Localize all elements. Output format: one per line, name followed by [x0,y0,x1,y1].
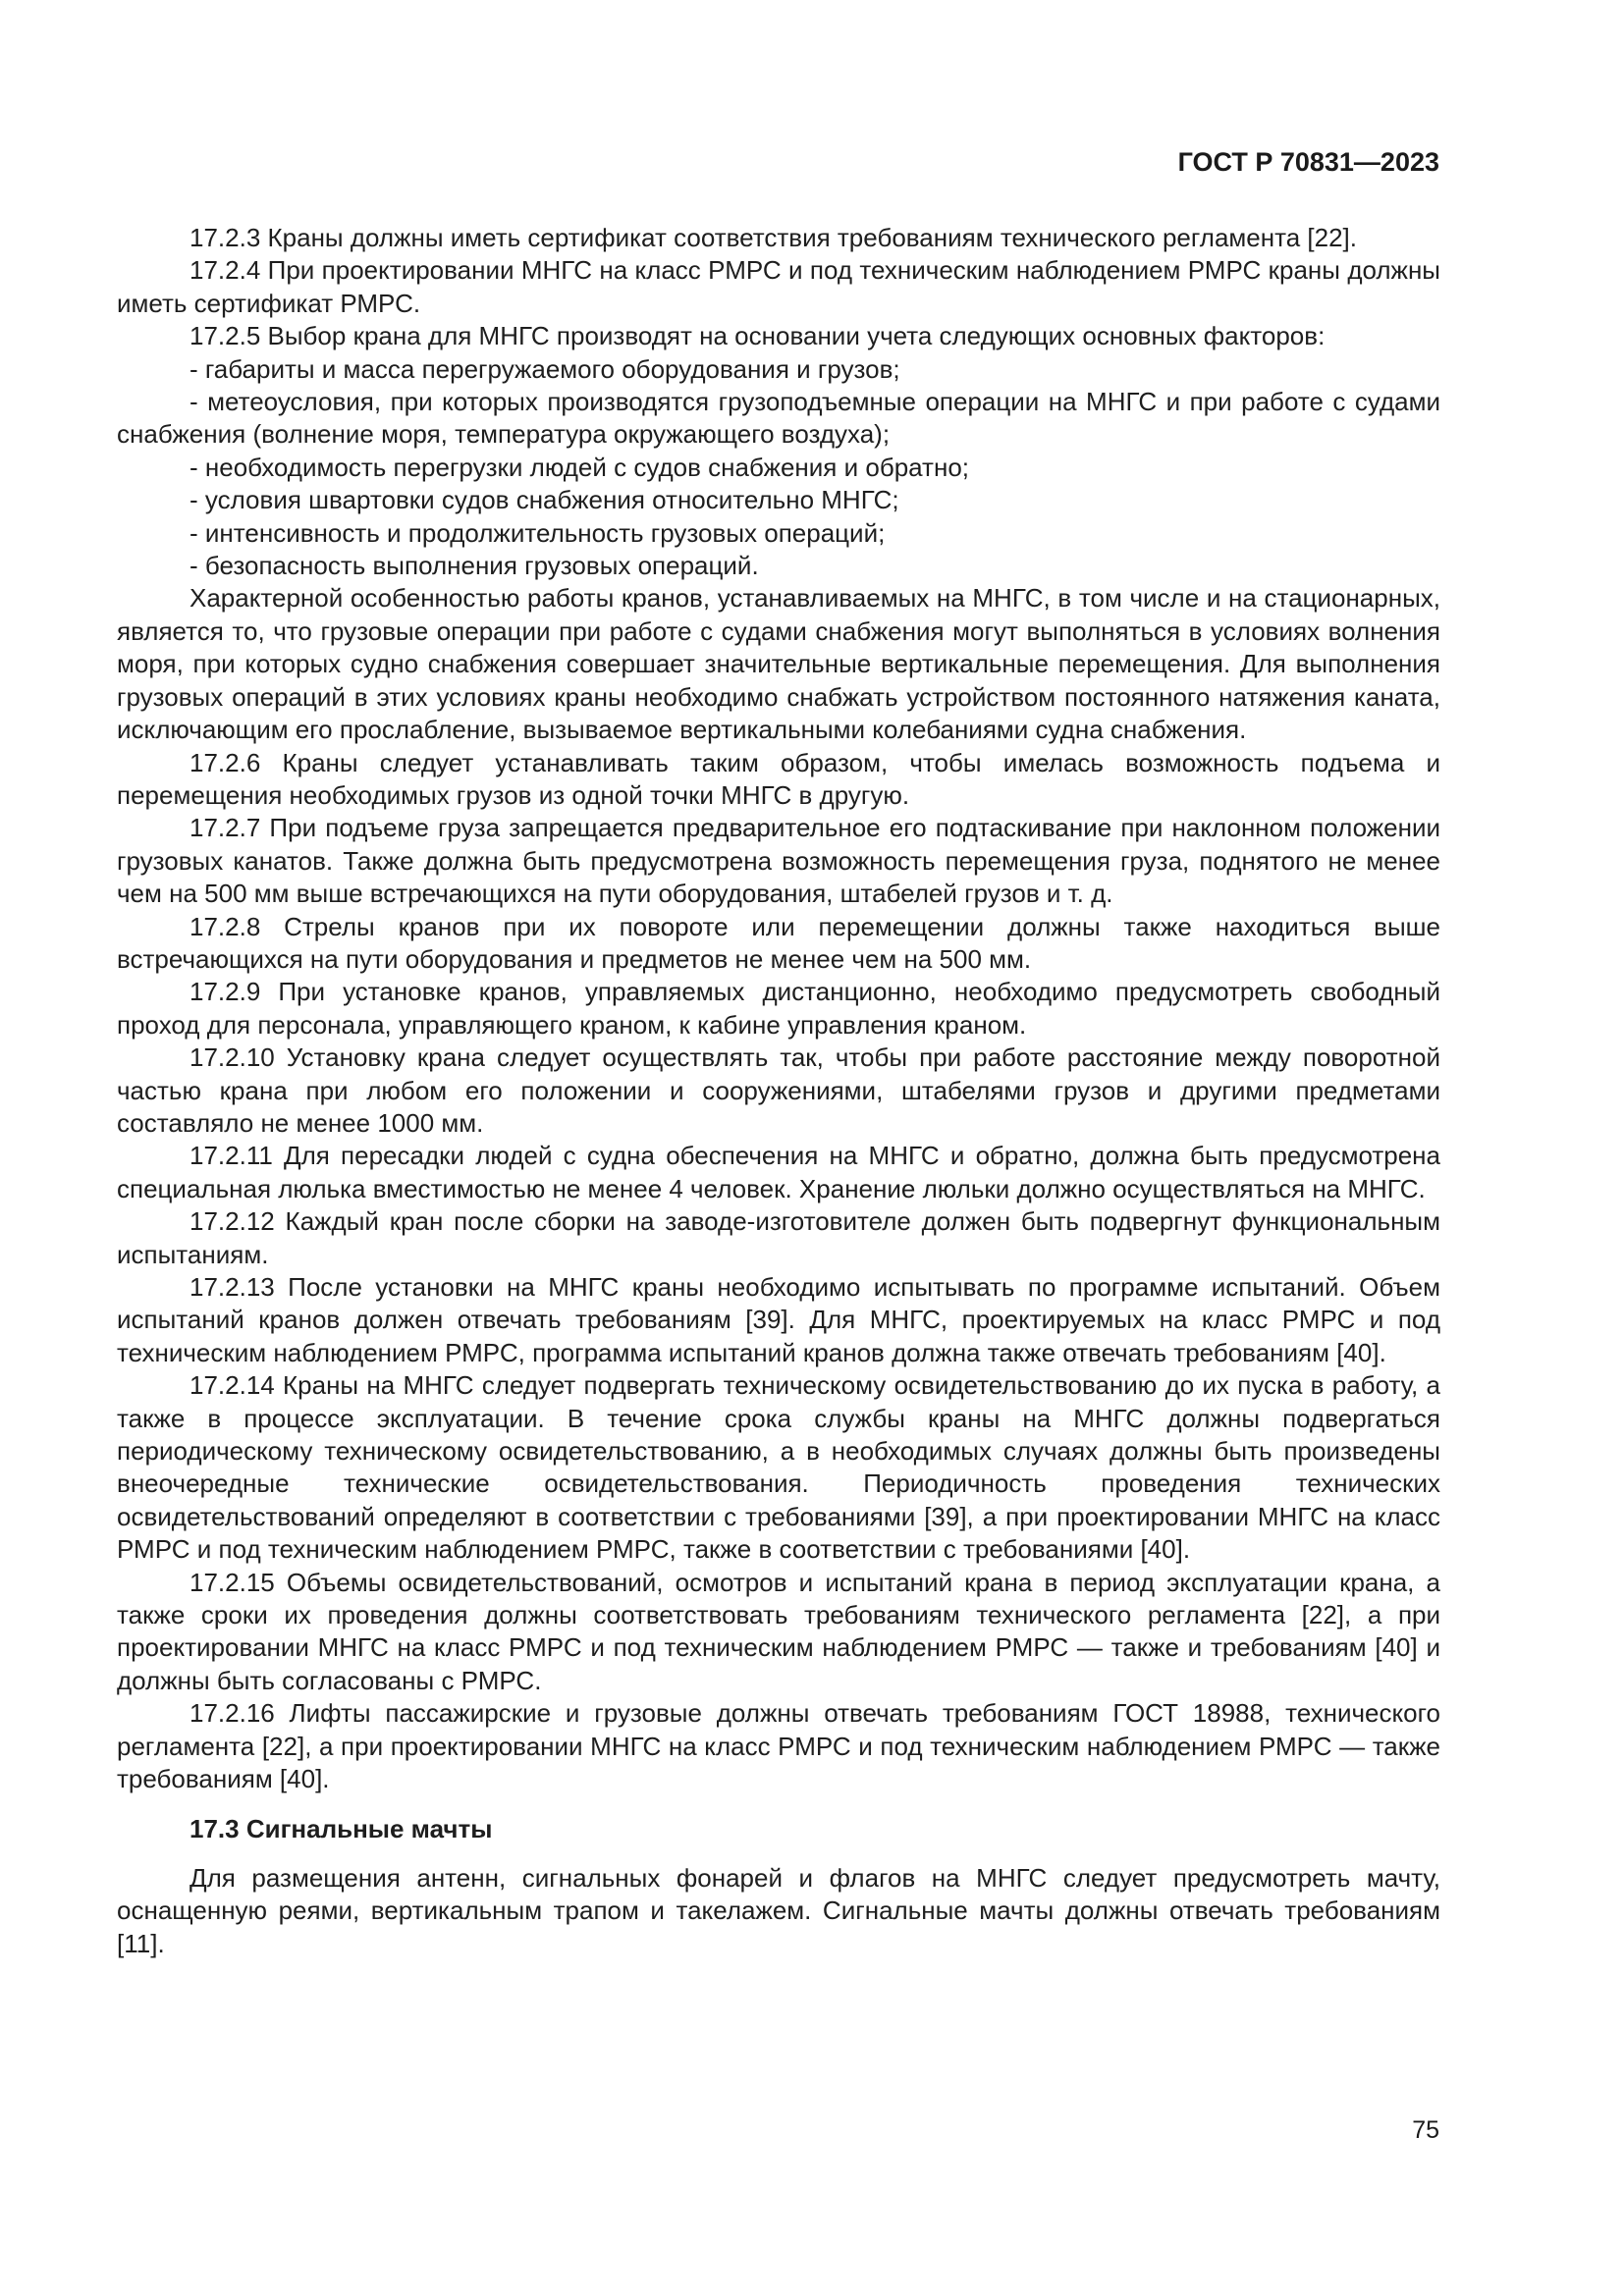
paragraph-17-2-10: 17.2.10 Установку крана следует осуществлять так, чтобы при работе расстояние между поворотной частью крана при любом его положении и сооружениями, штабелями грузов и другими предметами составляло не менее 1000 мм. [117,1042,1440,1138]
list-item-people-transfer: - необходимость перегрузки людей с судов снабжения и обратно; [189,452,970,482]
paragraph-17-2-12: 17.2.12 Каждый кран после сборки на заводе-изготовителе должен быть подвергнут функциональным испытаниям. [117,1206,1440,1269]
paragraph-17-2-16: 17.2.16 Лифты пассажирские и грузовые должны отвечать требованиям ГОСТ 18988, технического регламента [22], а при проектировании МНГС на класс РМРС и под техническим наблюдением РМРС — также требованиям [40]. [117,1698,1440,1794]
paragraph-17-2-7: 17.2.7 При подъеме груза запрещается предварительное его подтаскивание при наклонном положении грузовых канатов. Также должна быть предусмотрена возможность перемещения груза, поднятого не менее чем на 500 мм выше встречающихся на пути оборудования, штабелей грузов и т. д. [117,813,1440,909]
paragraph-17-3: Для размещения антенн, сигнальных фонарей и флагов на МНГС следует предусмотреть мачту, оснащенную реями, вертикальным трапом и такелажем. Сигнальные мачты должны отвечать требованиям [11]. [117,1862,1440,1958]
paragraph-17-2-5: 17.2.5 Выбор крана для МНГС производят на основании учета следующих основных факторов: [189,321,1326,351]
paragraph-17-2-14: 17.2.14 Краны на МНГС следует подвергать техническому освидетельствованию до их пуска в работу, а также в процессе эксплуатации. В течение срока службы краны на МНГС должны подвергаться периодическому техническому освидетельствованию, а в необходимых случаях должны быть произведены внеочередные технические освидетельствования. Периодичность проведения технических освидетельствований определяют в соответствии с требованиями [39], а при проектировании МНГС на класс РМРС и под техническим наблюдением РМРС, также в соответствии с требованиями [40]. [117,1370,1440,1565]
paragraph-17-2-15: 17.2.15 Объемы освидетельствований, осмотров и испытаний крана в период эксплуатации крана, а также сроки их проведения должны соответствовать требованиям технического регламента [22], а при проектировании МНГС на класс РМРС и под техническим наблюдением РМРС — также и требованиям [40] и должны быть согласованы с РМРС. [117,1567,1440,1695]
list-item-weather: - метеоусловия, при которых производятся грузоподъемные операции на МНГС и при работе с судами снабжения (волнение моря, температура окружающего воздуха); [117,387,1440,450]
list-item-mooring: - условия швартовки судов снабжения относительно МНГС; [189,485,899,515]
list-item-safety: - безопасность выполнения грузовых операций. [189,551,759,581]
list-item-intensity: - интенсивность и продолжительность грузовых операций; [189,517,886,548]
section-heading-17-3: 17.3 Сигнальные мачты [189,1813,493,1843]
paragraph-17-2-4: 17.2.4 При проектировании МНГС на класс РМРС и под техническим наблюдением РМРС краны должны иметь сертификат РМРС. [117,255,1440,318]
document-body [117,222,1440,1960]
document-code-header: ГОСТ Р 70831—2023 [1177,147,1439,177]
page-number: 75 [1412,2116,1439,2144]
paragraph-17-2-6: 17.2.6 Краны следует устанавливать таким образом, чтобы имелась возможность подъема и перемещения необходимых грузов из одной точки МНГС в другую. [117,747,1440,810]
paragraph-17-2-11: 17.2.11 Для пересадки людей с судна обеспечения на МНГС и обратно, должна быть предусмотрена специальная люлька вместимостью не менее 4 человек. Хранение люльки должно осуществляться на МНГС. [117,1141,1440,1203]
paragraph-17-2-9: 17.2.9 При установке кранов, управляемых дистанционно, необходимо предусмотреть свободный проход для персонала, управляющего краном, к кабине управления краном. [117,977,1440,1040]
paragraph-17-2-13: 17.2.13 После установки на МНГС краны необходимо испытывать по программе испытаний. Объем испытаний кранов должен отвечать требованиям [39]. Для МНГС, проектируемых на класс РМРС и под техническим наблюдением РМРС, программа испытаний кранов должна также отвечать требованиям [40]. [117,1272,1440,1367]
paragraph-crane-features: Характерной особенностью работы кранов, устанавливаемых на МНГС, в том числе и на стационарных, является то, что грузовые операции при работе с судами снабжения могут выполняться в условиях волнения моря, при которых судно снабжения совершает значительные вертикальные перемещения. Для выполнения грузовых операций в этих условиях краны необходимо снабжать устройством постоянного натяжения каната, исключающим его прослабление, вызываемое вертикальными колебаниями судна снабжения. [117,583,1440,745]
list-item-dimensions: - габариты и масса перегружаемого оборудования и грузов; [189,353,900,384]
paragraph-17-2-3: 17.2.3 Краны должны иметь сертификат соответствия требованиям технического регламента [22]. [189,223,1357,252]
paragraph-17-2-8: 17.2.8 Стрелы кранов при их повороте или перемещении должны также находиться выше встречающихся на пути оборудования и предметов не менее чем на 500 мм. [117,911,1440,974]
